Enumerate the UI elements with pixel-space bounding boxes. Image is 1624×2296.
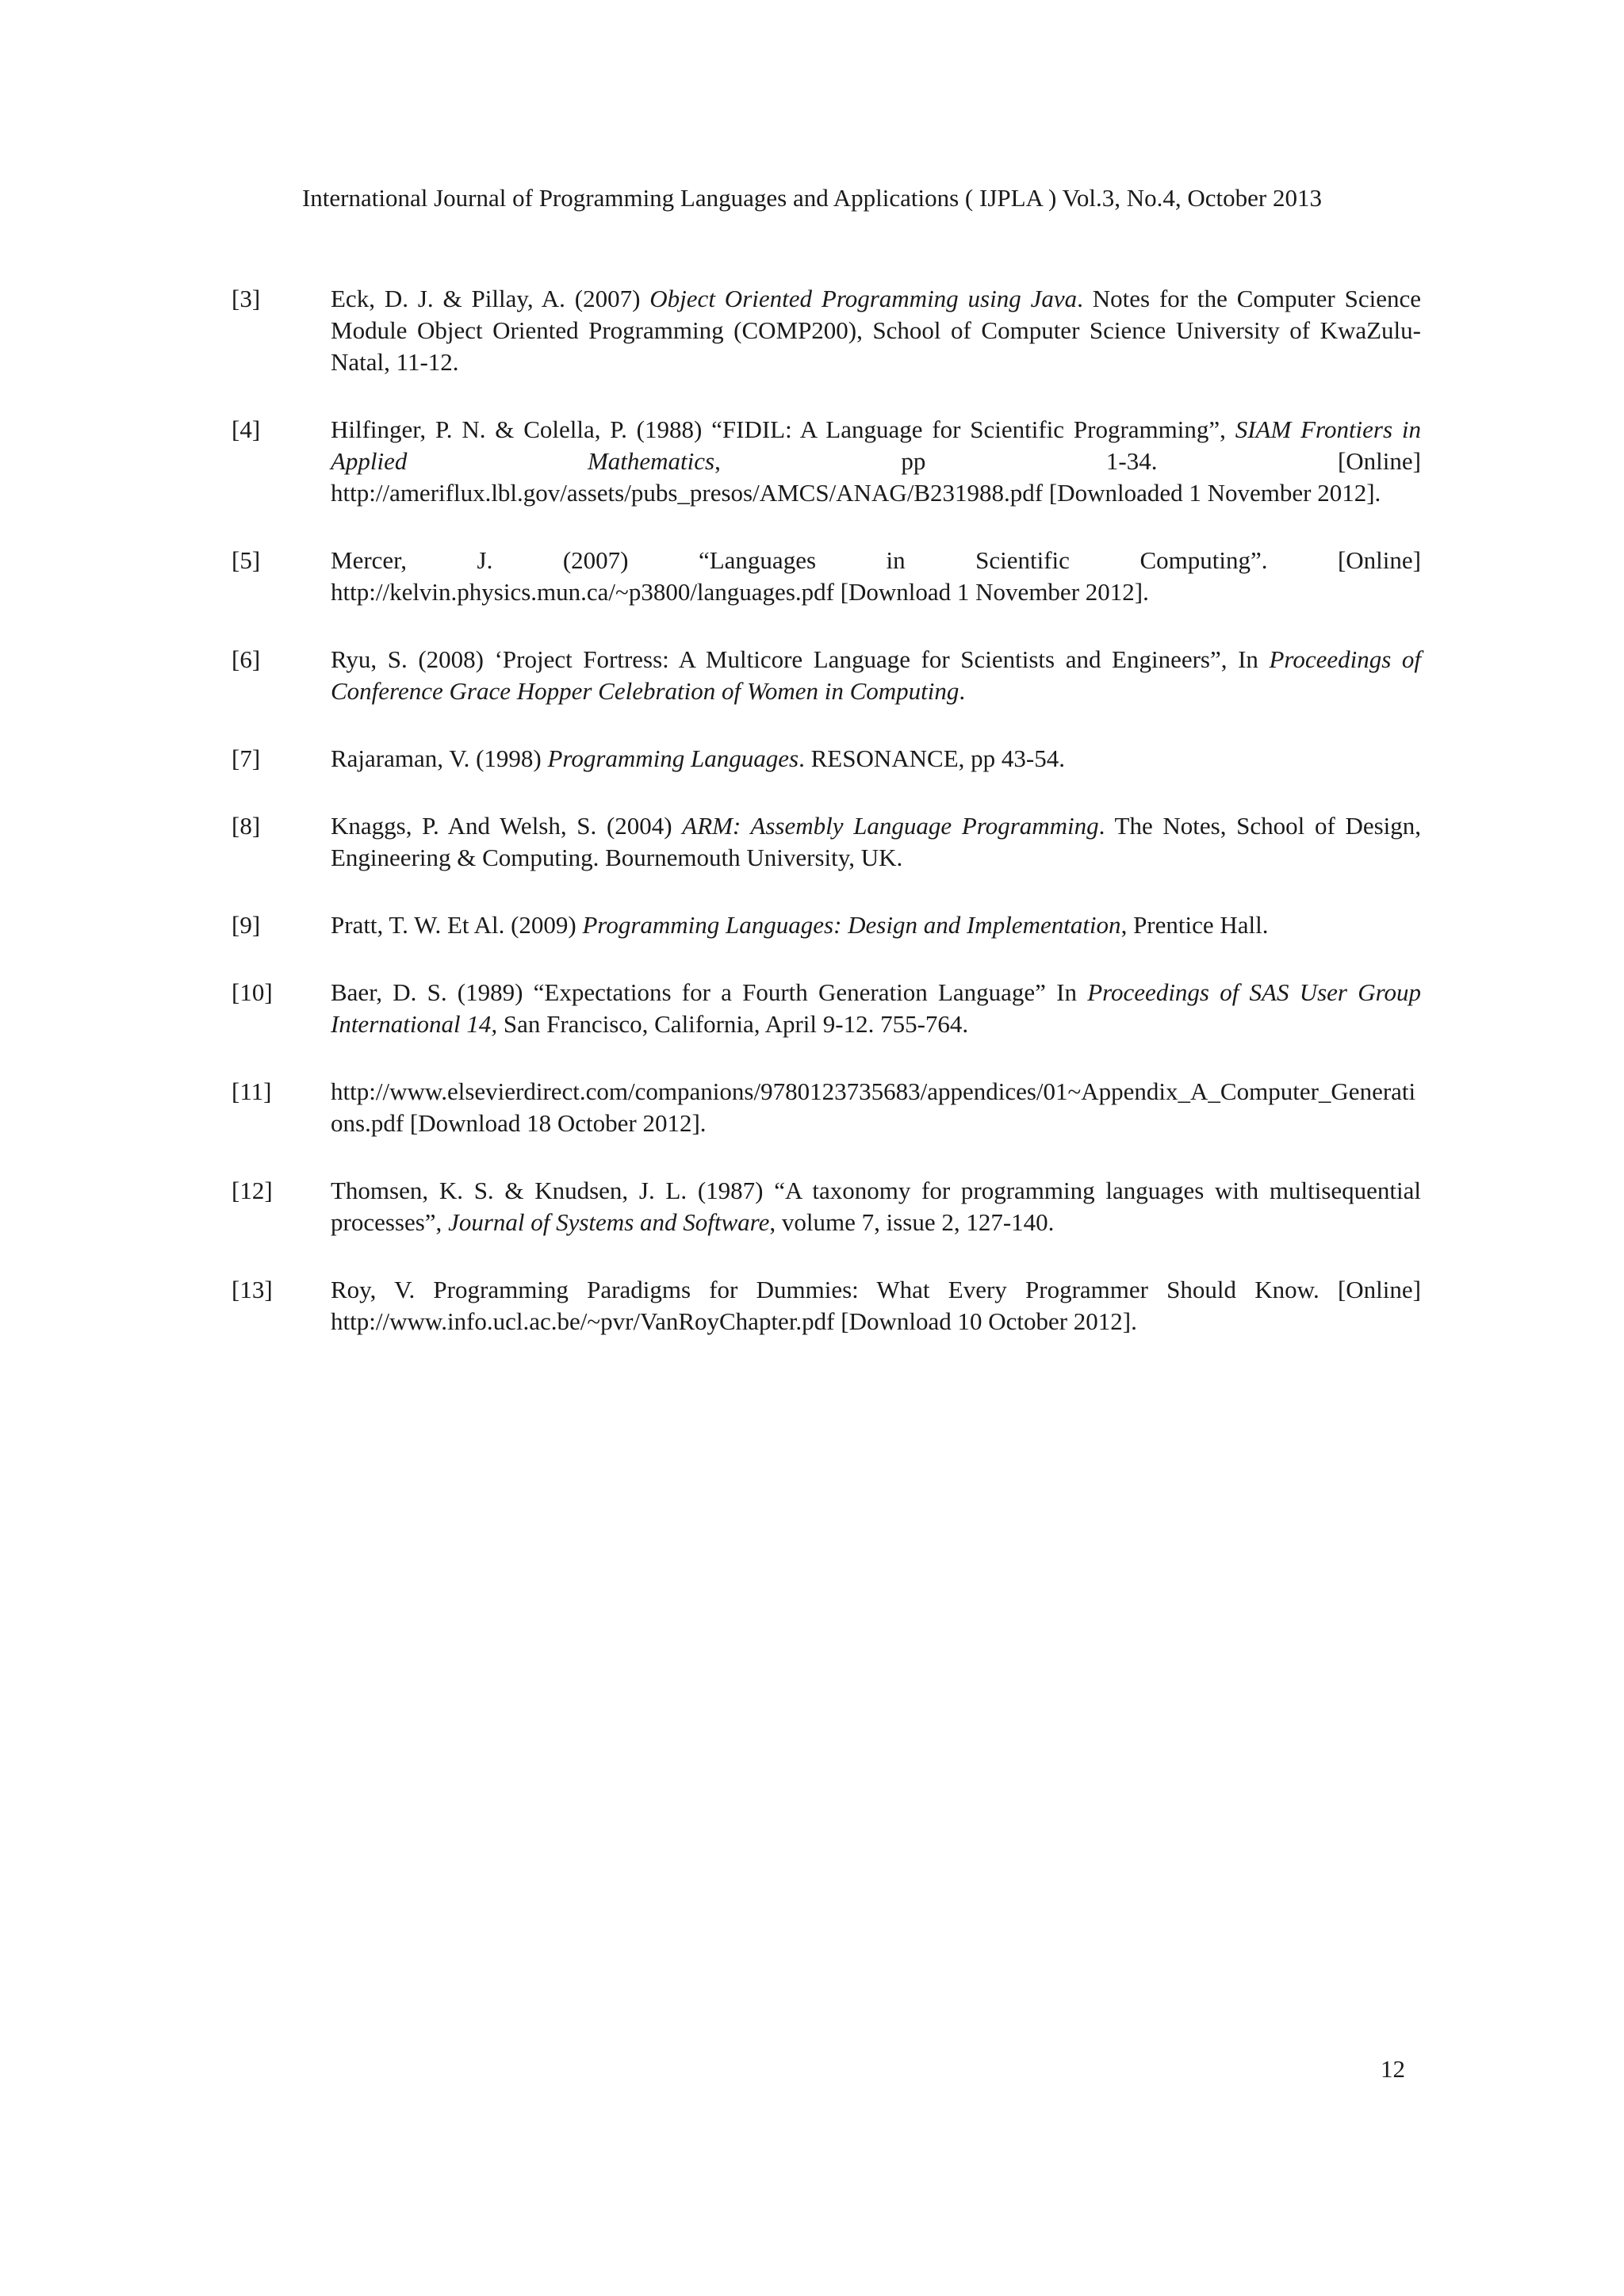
reference-title-italic: ARM: Assembly Language Programming [682, 812, 1099, 840]
reference-title-italic: Programming Languages: Design and Implementation [582, 911, 1121, 939]
reference-item [232, 977, 1421, 1040]
reference-text [331, 283, 1421, 378]
page-number: 12 [1381, 2055, 1405, 2083]
reference-text [331, 977, 1421, 1040]
reference-title-italic: Proceedings of Conference Grace Hopper Celebration of Women in Computing [331, 645, 1421, 705]
reference-number: [5] [232, 546, 261, 574]
reference-text-segment: . The Notes, School of Design, Engineering & Computing. Bournemouth University, UK. [331, 812, 1422, 871]
reference-text-segment: http://www.elsevierdirect.com/companions/9780123735683/appendices/01~Appendix_A_Computer_Generations.pdf [Download 18 October 2012]. [331, 1077, 1416, 1137]
reference-text [331, 545, 1421, 608]
reference-number: [10] [232, 978, 273, 1006]
reference-text [331, 743, 1421, 775]
reference-item [232, 743, 1421, 775]
reference-item [232, 1274, 1421, 1337]
reference-title-italic: Object Oriented Programming using Java [649, 285, 1078, 312]
reference-item [232, 283, 1421, 378]
reference-item [232, 545, 1421, 608]
reference-text-segment: Mercer, J. (2007) “Languages in Scientific Computing”. [Online] http://kelvin.physics.mun.ca/~p3800/languages.pdf [Download 1 November 2012]. [331, 546, 1421, 606]
reference-text [331, 810, 1421, 874]
reference-text-segment: Roy, V. Programming Paradigms for Dummies: What Every Programmer Should Know. [Online] http://www.info.ucl.ac.be/~pvr/VanRoyChapter.pdf [Download 10 October 2012]. [331, 1276, 1421, 1335]
reference-text-segment: Eck, D. J. & Pillay, A. (2007) [331, 285, 650, 312]
reference-text [331, 1076, 1421, 1139]
reference-text-segment: Pratt, T. W. Et Al. (2009) [331, 911, 583, 939]
reference-number: [8] [232, 812, 261, 840]
reference-text-segment: Baer, D. S. (1989) “Expectations for a Fourth Generation Language” In [331, 978, 1088, 1006]
reference-number: [4] [232, 415, 261, 443]
reference-text-segment: . RESONANCE, pp 43-54. [799, 744, 1065, 772]
reference-item [232, 414, 1421, 509]
reference-title-italic: Journal of Systems and Software [448, 1208, 770, 1236]
reference-item [232, 1175, 1421, 1238]
reference-number: [13] [232, 1276, 273, 1303]
reference-item [232, 644, 1421, 707]
reference-text-segment: . [959, 677, 966, 705]
reference-text [331, 1274, 1421, 1337]
reference-list [232, 283, 1421, 1373]
reference-text-segment: , Prentice Hall. [1120, 911, 1269, 939]
reference-number: [6] [232, 645, 261, 673]
reference-text [331, 644, 1421, 707]
reference-text-segment: Rajaraman, V. (1998) [331, 744, 548, 772]
reference-number: [7] [232, 744, 261, 772]
reference-number: [12] [232, 1177, 273, 1204]
reference-text [331, 414, 1421, 509]
reference-item [232, 909, 1421, 941]
reference-text-segment: Knaggs, P. And Welsh, S. (2004) [331, 812, 683, 840]
reference-text-segment: , volume 7, issue 2, 127-140. [769, 1208, 1055, 1236]
reference-text [331, 1175, 1421, 1238]
reference-title-italic: SIAM Frontiers in Applied Mathematics [331, 415, 1421, 475]
reference-item [232, 810, 1421, 874]
reference-number: [9] [232, 911, 261, 939]
reference-text-segment: Ryu, S. (2008) ‘Project Fortress: A Multicore Language for Scientists and Engineers”, In [331, 645, 1270, 673]
reference-text-segment: Thomsen, K. S. & Knudsen, J. L. (1987) “A taxonomy for programming languages with multisequential processes”, [331, 1177, 1421, 1236]
reference-text-segment: Hilfinger, P. N. & Colella, P. (1988) “FIDIL: A Language for Scientific Programming”, [331, 415, 1235, 443]
reference-text [331, 909, 1421, 941]
reference-text-segment: . Notes for the Computer Science Module Object Oriented Programming (COMP200), School of Computer Science University of KwaZulu-Natal, 11-12. [331, 285, 1421, 376]
reference-title-italic: Proceedings of SAS User Group International 14, [331, 978, 1421, 1038]
reference-title-italic: Programming Languages [547, 744, 799, 772]
reference-number: [3] [232, 285, 261, 312]
reference-number: [11] [232, 1077, 272, 1105]
reference-text-segment: San Francisco, California, April 9-12. 755-764. [497, 1010, 969, 1038]
running-header: International Journal of Programming Languages and Applications ( IJPLA ) Vol.3, No.4, October 2013 [301, 184, 1322, 212]
reference-text-segment: , pp 1-34. [Online] http://ameriflux.lbl.gov/assets/pubs_presos/AMCS/ANAG/B231988.pdf [Downloaded 1 November 2012]. [331, 447, 1421, 507]
reference-item [232, 1076, 1421, 1139]
